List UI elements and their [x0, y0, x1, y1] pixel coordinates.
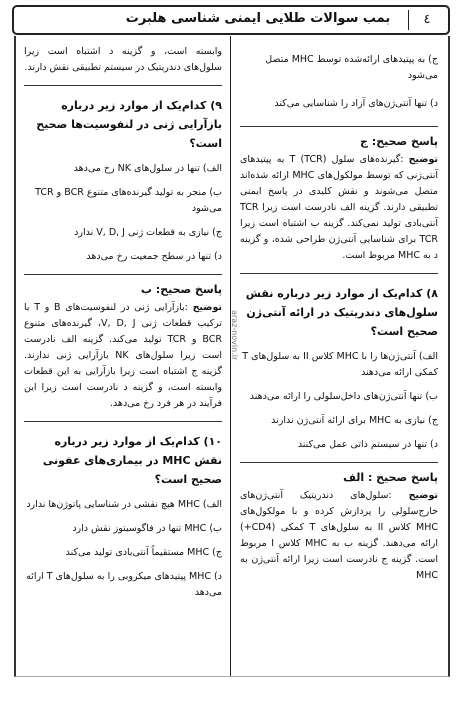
option-c: ج) نیازی به قطعات ژنی V, D, J ندارد	[74, 227, 222, 238]
option-b: ب) MHC تنها در فاگوسیتوز نقش دارد	[72, 523, 222, 534]
separator	[24, 274, 222, 275]
correct-answer: پاسخ صحیح : الف	[343, 471, 438, 484]
option-c: ج) MHC مستقیماً آنتی‌بادی تولید می‌کند	[65, 547, 222, 558]
watermark: araz-novin.ir	[230, 309, 239, 361]
option-d: د) تنها در سیستم ذاتی عمل می‌کنند	[297, 439, 438, 450]
option-c: ج) به پپتیدهای ارائه‌شده توسط MHC متصل می‌شود	[265, 54, 438, 81]
option-a: الف) تنها در سلول‌های NK رخ می‌دهد	[73, 163, 222, 174]
correct-answer: پاسخ صحیح: ج	[360, 135, 438, 148]
option-b: ب) منجر به تولید گیرنده‌های متنوع BCR و TCR می‌شود	[35, 187, 222, 214]
separator	[24, 421, 222, 422]
page-number: ٤	[408, 10, 445, 30]
left-column	[24, 40, 222, 601]
explanation-label: توضیح	[192, 302, 222, 313]
question-8: ۸) کدام‌یک از موارد زیر درباره نقش سلول‌های دندریتیک در ارائه آنتی‌ژن صحیح است؟	[245, 287, 438, 338]
question-10: ۱۰) کدام‌یک از موارد زیر درباره نقش MHC در بیماری‌های عفونی صحیح است؟	[42, 435, 222, 486]
right-column	[240, 40, 438, 584]
option-a: الف) آنتی‌ژن‌ها را با MHC کلاس II به سلول‌های T کمکی ارائه می‌دهند	[242, 351, 438, 378]
explanation	[240, 152, 438, 264]
explanation-text: :بازآرایی ژنی در لنفوسیت‌های B و T با ترکیب قطعات ژنی V, D, J، گیرنده‌های متنوع BCR و TCR تولید می‌کند. گزینه الف نادرست است زیرا سلول‌های NK بازآرایی ژنی ندارند. گزینه ج اشتباه است زیرا بازآرایی به این قطعات وابسته است، و گزینه د نادرست است زیرا این فرآیند در هر فرد رخ می‌دهد.	[24, 302, 222, 409]
explanation-label: توضیح	[408, 154, 438, 165]
option-d: د) MHC پپتیدهای میکروبی را به سلول‌های T ارائه می‌دهد	[26, 571, 222, 598]
option-d: د) تنها آنتی‌ژن‌های آزاد را شناسایی می‌کند	[274, 98, 438, 109]
explanation	[24, 300, 222, 412]
option-d: د) تنها در سطح جمعیت رخ می‌دهد	[86, 251, 222, 262]
separator	[24, 85, 222, 86]
separator	[240, 126, 438, 127]
book-title: بمب سوالات طلایی ایمنی شناسی هلبرت	[125, 11, 391, 26]
question-9: ۹) کدام‌یک از موارد زیر درباره بازآرایی ژنی در لنفوسیت‌ها صحیح است؟	[36, 99, 222, 150]
page-header	[12, 5, 450, 35]
explanation-label: توضیح	[408, 490, 438, 501]
explanation-text: :سلول‌های دندریتیک آنتی‌ژن‌های خارج‌سلولی را پردازش کرده و با مولکول‌های MHC کلاس II به سلول‌های T کمکی (CD4+) ارائه می‌دهند. گزینه ب به MHC کلاس I مربوط است. گزینه ج نادرست است زیرا ارائه آنتی‌ژن به MHC	[240, 490, 439, 581]
option-c: ج) نیازی به MHC برای ارائه آنتی‌ژن ندارند	[271, 415, 438, 426]
explanation-text: :گیرنده‌های سلول T (TCR) به پپتیدهای آنتی‌ژنی که توسط مولکول‌های MHC ارائه شده‌اند متصل می‌شوند و نقش کلیدی در پاسخ ایمنی تطبیقی دارند. گزینه الف نادرست است زیرا TCR آنتی‌بادی تولید نمی‌کند. گزینه ب اشتباه است زیرا TCR برای شناسایی آنتی‌ژن طراحی شده، و گزینه د به MHC مربوط است.	[240, 154, 439, 261]
option-a: الف) MHC هیچ نقشی در شناسایی پاتوژن‌ها ندارد	[26, 499, 222, 510]
explanation	[240, 488, 438, 584]
separator	[240, 462, 438, 463]
separator	[240, 273, 438, 274]
option-b: ب) تنها آنتی‌ژن‌های داخل‌سلولی را ارائه می‌دهند	[249, 391, 438, 402]
continued-text: وابسته است، و گزینه د اشتباه است زیرا سلول‌های دندریتیک در سیستم تطبیقی نقش دارند.	[24, 46, 222, 73]
correct-answer: پاسخ صحیح: ب	[140, 283, 222, 296]
